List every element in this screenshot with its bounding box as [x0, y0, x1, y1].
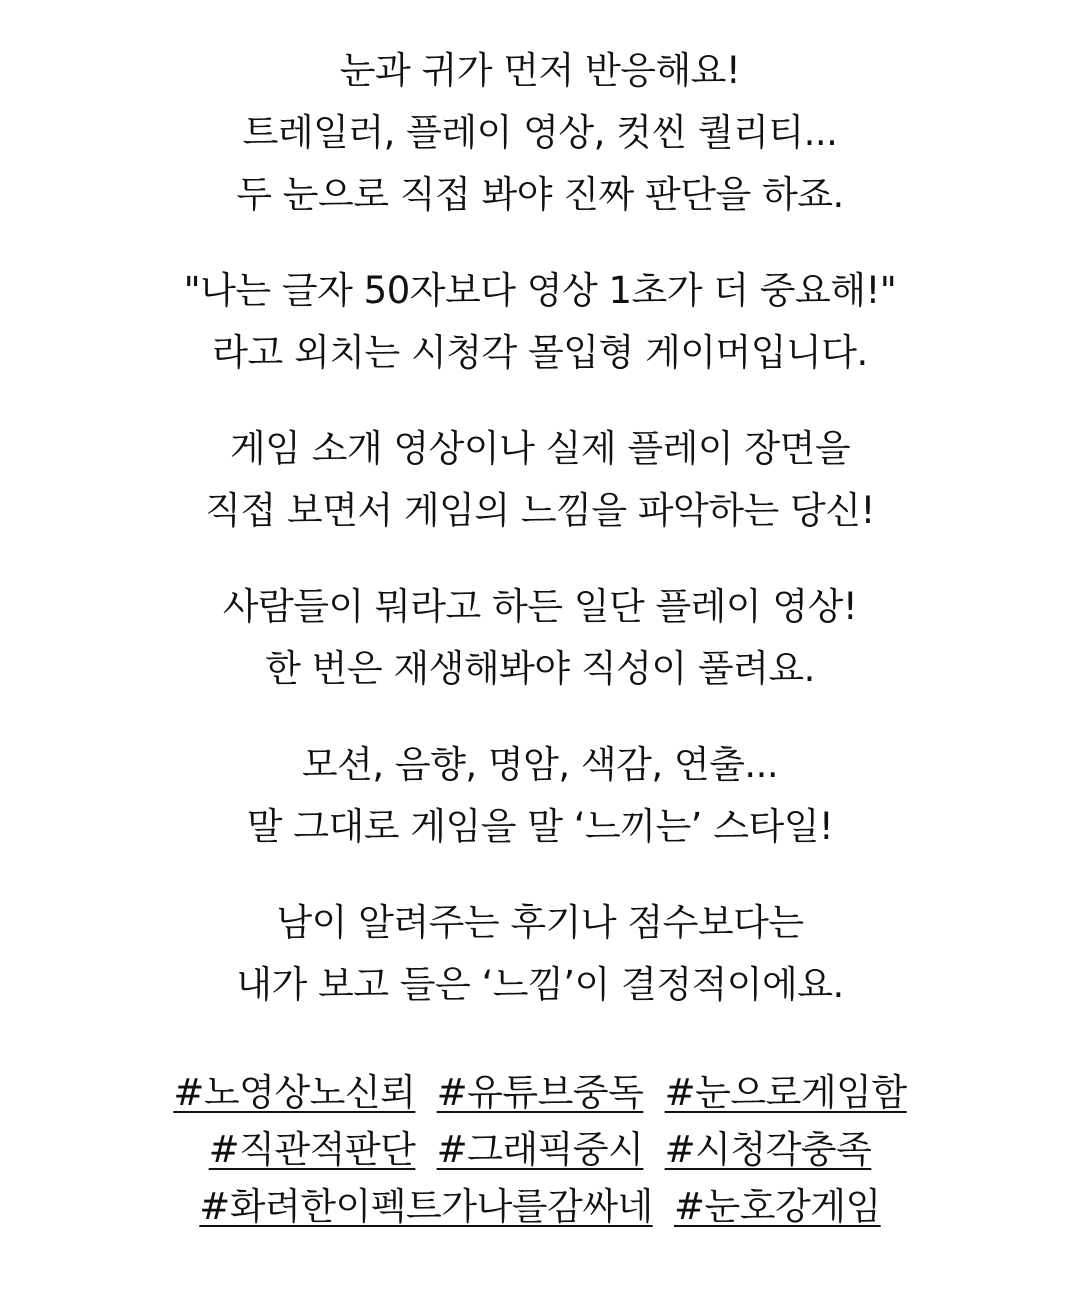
description-text [0, 40, 1080, 1235]
paragraph-4 [0, 576, 1080, 700]
paragraph-5 [0, 734, 1080, 858]
paragraph-1 [0, 40, 1080, 226]
text-line: 내가 보고 들은 ‘느낌’이 결정적이에요. [236, 963, 844, 1006]
hashtag-row [0, 1064, 1080, 1121]
text-line: 말 그대로 게임을 말 ‘느끼는’ 스타일! [246, 805, 834, 848]
text-line: 남이 알려주는 후기나 점수보다는 [276, 901, 804, 944]
paragraph-2 [0, 260, 1080, 384]
hashtag-row [0, 1121, 1080, 1178]
text-line: 눈과 귀가 먼저 반응해요! [339, 49, 741, 92]
hashtag-list [0, 1064, 1080, 1235]
text-line: 트레일러, 플레이 영상, 컷씬 퀄리티... [242, 111, 838, 154]
text-line: 한 번은 재생해봐야 직성이 풀려요. [265, 647, 815, 690]
hashtag-link[interactable]: #노영상노신뢰 [173, 1071, 416, 1114]
text-line: "나는 글자 50자보다 영상 1초가 더 중요해!" [183, 269, 897, 312]
hashtag-link[interactable]: #유튜브중독 [436, 1071, 644, 1114]
paragraph-3 [0, 418, 1080, 542]
text-line: 두 눈으로 직접 봐야 진짜 판단을 하죠. [236, 173, 844, 216]
text-line: 게임 소개 영상이나 실제 플레이 장면을 [229, 427, 851, 470]
hashtag-link[interactable]: #눈호강게임 [673, 1185, 881, 1228]
hashtag-link[interactable]: #직관적판단 [208, 1128, 416, 1171]
text-line: 라고 외치는 시청각 몰입형 게이머입니다. [212, 331, 868, 374]
hashtag-link[interactable]: #화려한이펙트가나를감싸네 [199, 1185, 653, 1228]
hashtag-link[interactable]: #그래픽중시 [436, 1128, 644, 1171]
hashtag-link[interactable]: #시청각충족 [664, 1128, 872, 1171]
text-line: 사람들이 뭐라고 하든 일단 플레이 영상! [222, 585, 858, 628]
text-line: 직접 보면서 게임의 느낌을 파악하는 당신! [205, 489, 875, 532]
hashtag-link[interactable]: #눈으로게임함 [664, 1071, 907, 1114]
paragraph-6 [0, 892, 1080, 1016]
hashtag-row [0, 1178, 1080, 1235]
text-line: 모션, 음향, 명암, 색감, 연출... [301, 743, 779, 786]
